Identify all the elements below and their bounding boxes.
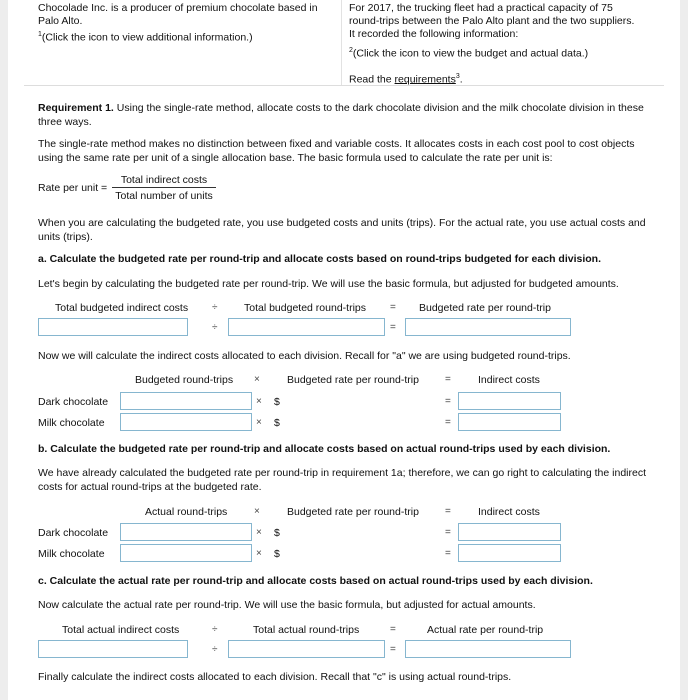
- intro-text: round-trips between the Palo Alto plant and the two suppliers.: [349, 15, 635, 27]
- times-sign: ×: [256, 527, 262, 538]
- data-note: (Click the icon to view the budget and actual data.): [352, 47, 589, 60]
- header-actual-rate: Actual rate per round-trip: [427, 624, 544, 636]
- footnote-num: 2: [349, 47, 353, 54]
- intro-right: [349, 2, 634, 86]
- right-margin: [680, 0, 688, 700]
- row-label-dark: Dark chocolate: [38, 396, 109, 408]
- header-total-actual-costs: Total actual indirect costs: [62, 624, 180, 636]
- b-dark-costs-input[interactable]: [458, 523, 561, 541]
- intro-text: Palo Alto.: [38, 15, 83, 27]
- data-link[interactable]: [349, 44, 634, 61]
- dollar-sign: $: [274, 548, 280, 560]
- header-indirect-costs: Indirect costs: [478, 506, 540, 518]
- times-sign: ×: [254, 374, 260, 385]
- a-milk-trips-input[interactable]: [120, 413, 252, 431]
- header-budgeted-rate: Budgeted rate per round-trip: [287, 506, 419, 518]
- header-total-budgeted-costs: Total budgeted indirect costs: [55, 302, 189, 314]
- row-label-dark: Dark chocolate: [38, 527, 109, 539]
- times-sign: ×: [256, 548, 262, 559]
- total-budgeted-trips-input[interactable]: [228, 318, 385, 336]
- header-total-actual-trips: Total actual round-trips: [253, 624, 360, 636]
- actual-rate-input[interactable]: [405, 640, 571, 658]
- intro-text: Chocolade Inc. is a producer of premium chocolate based in: [38, 2, 318, 14]
- part-c-final: Finally calculate the indirect costs allocated to each division. Recall that "c" is using actual round-trips.: [38, 671, 512, 683]
- header-budgeted-rate: Budgeted rate per round-trip: [419, 302, 551, 314]
- part-b-title: b. Calculate the budgeted rate per round-trip and allocate costs based on actual round-trips used by each division.: [38, 443, 611, 455]
- a-dark-costs-input[interactable]: [458, 392, 561, 410]
- times-sign: ×: [256, 417, 262, 428]
- a-milk-costs-input[interactable]: [458, 413, 561, 431]
- header-indirect-costs: Indirect costs: [478, 374, 540, 386]
- req-text: Using the single-rate method, allocate costs to the dark chocolate division and the milk chocolate division in these three ways.: [38, 102, 644, 128]
- divider: [341, 0, 342, 85]
- info-link[interactable]: [38, 28, 318, 45]
- b-milk-trips-input[interactable]: [120, 544, 252, 562]
- b-dark-trips-input[interactable]: [120, 523, 252, 541]
- equals-sign: =: [445, 374, 451, 385]
- intro-left: [38, 2, 318, 45]
- single-rate-text: The single-rate method makes no distinction between fixed and variable costs. It allocates costs in each cost pool to cost objects using the same rate per unit of a single allocation base. The basic formula used to calculate the rate per unit is:: [38, 138, 635, 164]
- total-budgeted-costs-input[interactable]: [38, 318, 188, 336]
- divide-sign: ÷: [212, 302, 218, 313]
- equals-sign: =: [445, 527, 451, 538]
- dollar-sign: $: [274, 417, 280, 429]
- equals-sign: =: [390, 302, 396, 313]
- part-a-intro: Let's begin by calculating the budgeted rate per round-trip. We will use the basic formula, but adjusted for budgeted amounts.: [38, 278, 619, 290]
- dollar-sign: $: [274, 527, 280, 539]
- divide-sign: ÷: [212, 322, 218, 333]
- read-suffix: .: [459, 73, 463, 85]
- part-b-intro: We have already calculated the budgeted rate per round-trip in requirement 1a; therefore, we can go right to calculating the indirect costs for actual round-trips at the budgeted rate.: [38, 467, 647, 493]
- header-budgeted-trips: Budgeted round-trips: [135, 374, 234, 386]
- divide-sign: ÷: [212, 644, 218, 655]
- total-actual-trips-input[interactable]: [228, 640, 385, 658]
- equals-sign: =: [390, 644, 396, 655]
- part-a-alloc-intro: Now we will calculate the indirect costs allocated to each division. Recall for "a" we are using budgeted round-trips.: [38, 350, 571, 362]
- header-budgeted-rate: Budgeted rate per round-trip: [287, 374, 419, 386]
- row-label-milk: Milk chocolate: [38, 548, 105, 560]
- times-sign: ×: [256, 396, 262, 407]
- equals-sign: =: [390, 624, 396, 635]
- dollar-sign: $: [274, 396, 280, 408]
- formula-label: Rate per unit =: [38, 182, 108, 194]
- intro-bottom-rule: [24, 85, 664, 86]
- header-total-budgeted-trips: Total budgeted round-trips: [244, 302, 366, 314]
- total-actual-costs-input[interactable]: [38, 640, 188, 658]
- part-c-title: c. Calculate the actual rate per round-trip and allocate costs based on actual round-trips used by each division.: [38, 575, 593, 587]
- requirement-1: [38, 101, 648, 129]
- budget-vs-actual-text: When you are calculating the budgeted rate, you use budgeted costs and units (trips). For the actual rate, you use actual costs and units (trips).: [38, 217, 646, 243]
- req-label: Requirement 1.: [38, 102, 114, 114]
- times-sign: ×: [254, 506, 260, 517]
- left-margin: [0, 0, 8, 700]
- intro-text: For 2017, the trucking fleet had a practical capacity of 75: [349, 2, 613, 14]
- equals-sign: =: [445, 506, 451, 517]
- part-a-title: a. Calculate the budgeted rate per round-trip and allocate costs based on round-trips budgeted for each division.: [38, 253, 601, 265]
- read-prefix: Read the: [349, 73, 395, 85]
- equals-sign: =: [390, 322, 396, 333]
- part-c-intro: Now calculate the actual rate per round-trip. We will use the basic formula, but adjusted for actual amounts.: [38, 599, 536, 611]
- requirements-link[interactable]: requirements: [394, 73, 456, 85]
- read-requirements: [349, 70, 634, 87]
- equals-sign: =: [445, 548, 451, 559]
- info-note: (Click the icon to view additional information.): [41, 31, 253, 44]
- equals-sign: =: [445, 417, 451, 428]
- equals-sign: =: [445, 396, 451, 407]
- formula-denominator: Total number of units: [115, 190, 213, 202]
- b-milk-costs-input[interactable]: [458, 544, 561, 562]
- a-dark-trips-input[interactable]: [120, 392, 252, 410]
- footnote-num: 1: [38, 31, 42, 38]
- intro-text: It recorded the following information:: [349, 28, 519, 40]
- footnote-num: 3: [455, 72, 460, 80]
- row-label-milk: Milk chocolate: [38, 417, 105, 429]
- formula-numerator: Total indirect costs: [112, 174, 216, 188]
- header-actual-trips: Actual round-trips: [145, 506, 228, 518]
- divide-sign: ÷: [212, 624, 218, 635]
- budgeted-rate-input[interactable]: [405, 318, 571, 336]
